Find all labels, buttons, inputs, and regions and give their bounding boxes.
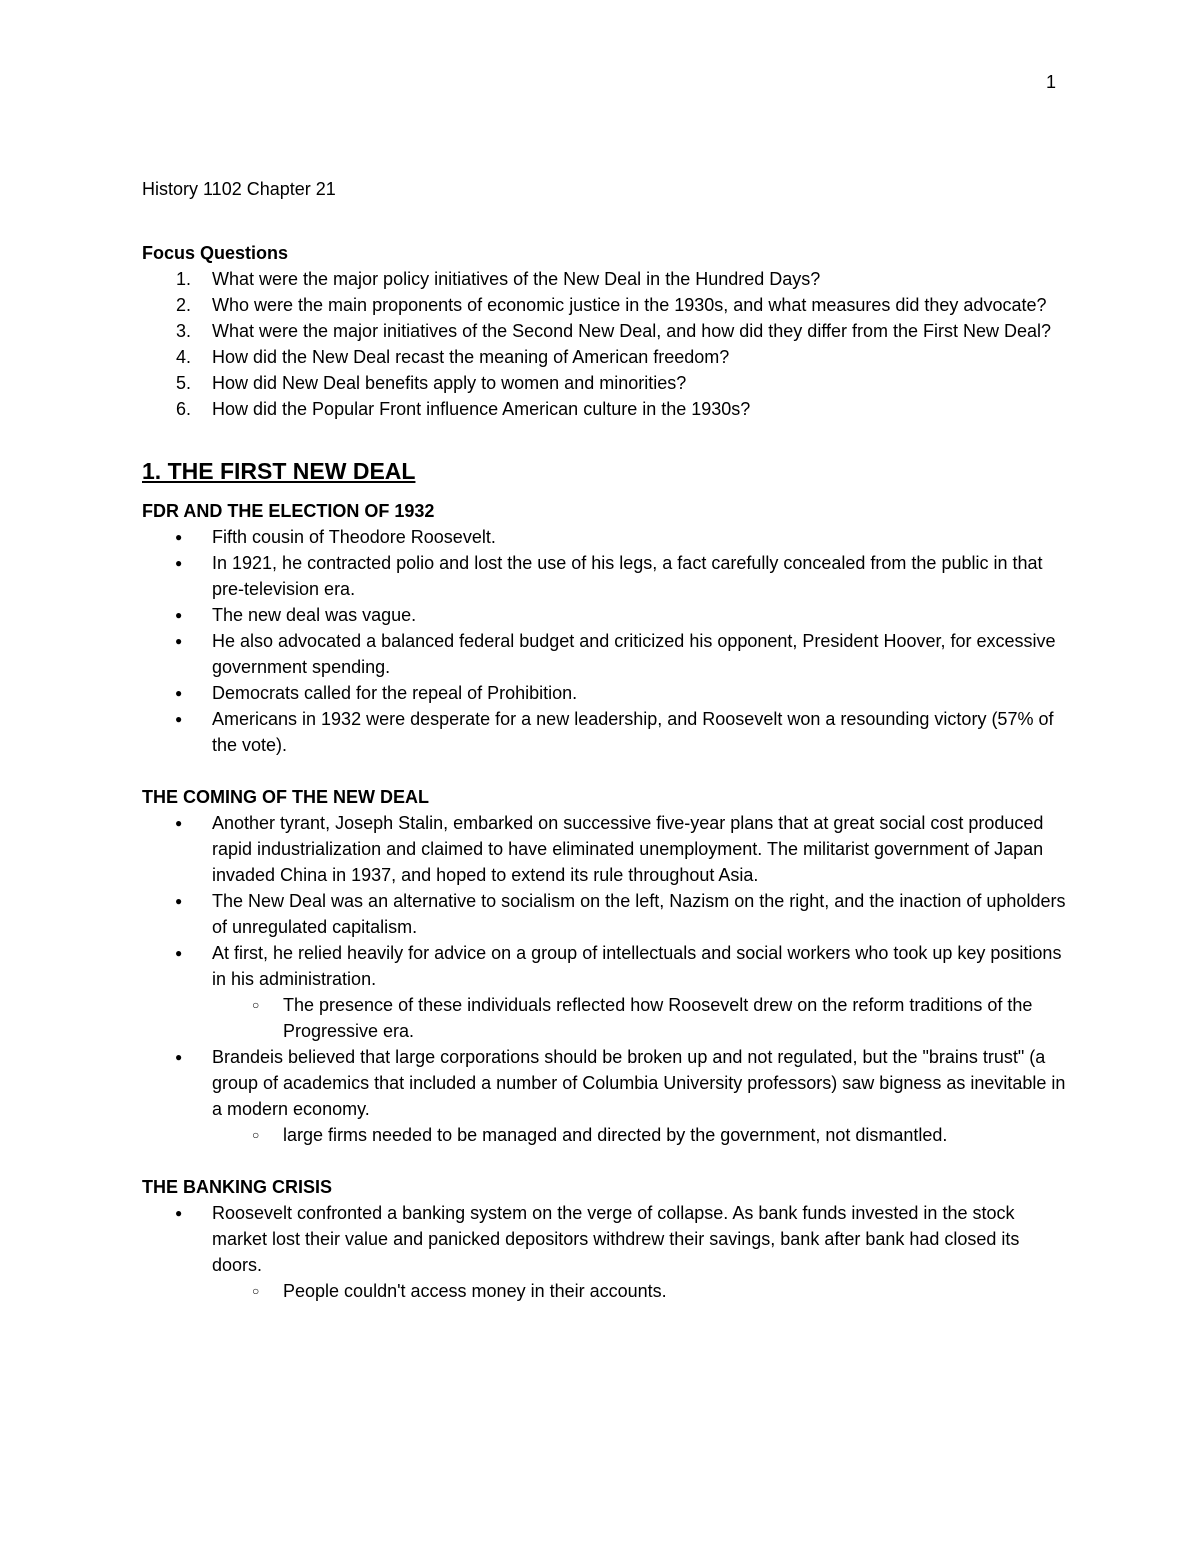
focus-question: [142, 266, 1072, 292]
bullet-item: [142, 602, 1072, 628]
bullet-text: Democrats called for the repeal of Prohibition.: [212, 683, 578, 703]
bullet-item: [142, 628, 1072, 680]
bullet-list: [142, 810, 1072, 1148]
bullet-icon: ●: [175, 712, 183, 726]
focus-questions-list: [142, 266, 1072, 422]
sub-bullet-list: [212, 1278, 1072, 1304]
bullet-text: The new deal was vague.: [212, 605, 417, 625]
question-text: What were the major policy initiatives of the New Deal in the Hundred Days?: [212, 269, 821, 289]
question-text: How did New Deal benefits apply to women and minorities?: [212, 373, 687, 393]
hollow-bullet-icon: ○: [252, 1284, 260, 1298]
bullet-text: Americans in 1932 were desperate for a new leadership, and Roosevelt won a resounding victory (57% of the vote).: [212, 709, 1054, 755]
bullet-icon: ●: [175, 1050, 183, 1064]
question-number: 5.: [176, 373, 192, 393]
sub-bullet-list: [212, 992, 1072, 1044]
sub-bullet-text: The presence of these individuals reflected how Roosevelt drew on the reform traditions of the Progressive era.: [283, 995, 1033, 1041]
question-text: How did the New Deal recast the meaning of American freedom?: [212, 347, 730, 367]
question-text: How did the Popular Front influence American culture in the 1930s?: [212, 399, 751, 419]
bullet-item: [142, 940, 1072, 1044]
bullet-text: He also advocated a balanced federal budget and criticized his opponent, President Hoover, for excessive government spending.: [212, 631, 1056, 677]
bullet-text: Fifth cousin of Theodore Roosevelt.: [212, 527, 496, 547]
question-text: What were the major initiatives of the Second New Deal, and how did they differ from the First New Deal?: [212, 321, 1052, 341]
sub-bullet-text: People couldn't access money in their accounts.: [283, 1281, 667, 1301]
sub-bullet-item: [142, 992, 1072, 1044]
sub-bullet-item: [142, 1122, 1072, 1148]
bullet-text: At first, he relied heavily for advice on a group of intellectuals and social workers who took up key positions in his administration.: [212, 943, 1062, 989]
bullet-icon: ●: [175, 1206, 183, 1220]
focus-question: [142, 318, 1072, 344]
focus-question: [142, 292, 1072, 318]
section-title: 1. THE FIRST NEW DEAL: [142, 458, 416, 484]
bullet-item: [142, 1044, 1072, 1148]
subsection-heading: THE BANKING CRISIS: [142, 1177, 333, 1197]
subsection-heading: THE COMING OF THE NEW DEAL: [142, 787, 429, 807]
hollow-bullet-icon: ○: [252, 1128, 260, 1142]
question-number: 6.: [176, 399, 192, 419]
bullet-text: Brandeis believed that large corporations should be broken up and not regulated, but the "brains trust" (a group of academics that included a number of Columbia University professors) saw bigness as inevitable in a modern economy.: [212, 1047, 1066, 1119]
bullet-icon: ●: [175, 530, 183, 544]
bullet-icon: ●: [175, 608, 183, 622]
bullet-icon: ●: [175, 894, 183, 908]
sub-bullet-item: [142, 1278, 1072, 1304]
sub-bullet-list: [212, 1122, 1072, 1148]
bullet-icon: ●: [175, 816, 183, 830]
question-number: 4.: [176, 347, 192, 367]
hollow-bullet-icon: ○: [252, 998, 260, 1012]
question-number: 3.: [176, 321, 192, 341]
bullet-item: [142, 810, 1072, 888]
document-title: History 1102 Chapter 21: [142, 179, 336, 199]
bullet-item: [142, 550, 1072, 602]
subsection-heading: FDR AND THE ELECTION OF 1932: [142, 501, 435, 521]
bullet-item: [142, 706, 1072, 758]
focus-question: [142, 344, 1072, 370]
bullet-text: Roosevelt confronted a banking system on the verge of collapse. As bank funds invested in the stock market lost their value and panicked depositors withdrew their savings, bank after bank had closed its doors.: [212, 1203, 1020, 1275]
bullet-item: [142, 1200, 1072, 1304]
bullet-item: [142, 680, 1072, 706]
focus-questions-heading: Focus Questions: [142, 243, 289, 263]
question-text: Who were the main proponents of economic justice in the 1930s, and what measures did they advocate?: [212, 295, 1047, 315]
document-body: [142, 176, 1072, 1304]
bullet-icon: ●: [175, 634, 183, 648]
focus-question: [142, 396, 1072, 422]
bullet-list: [142, 1200, 1072, 1304]
focus-question: [142, 370, 1072, 396]
bullet-item: [142, 524, 1072, 550]
page-number: 1: [1046, 72, 1057, 92]
bullet-list: [142, 524, 1072, 758]
bullet-icon: ●: [175, 556, 183, 570]
bullet-icon: ●: [175, 686, 183, 700]
bullet-icon: ●: [175, 946, 183, 960]
question-number: 2.: [176, 295, 192, 315]
bullet-text: The New Deal was an alternative to socialism on the left, Nazism on the right, and the inaction of upholders of unregulated capitalism.: [212, 891, 1066, 937]
question-number: 1.: [176, 269, 192, 289]
bullet-item: [142, 888, 1072, 940]
bullet-text: Another tyrant, Joseph Stalin, embarked on successive five-year plans that at great social cost produced rapid industrialization and claimed to have eliminated unemployment. The militarist government of Japan invaded China in 1937, and hoped to extend its rule throughout Asia.: [212, 813, 1044, 885]
bullet-text: In 1921, he contracted polio and lost the use of his legs, a fact carefully concealed from the public in that pre-television era.: [212, 553, 1043, 599]
sub-bullet-text: large firms needed to be managed and directed by the government, not dismantled.: [283, 1125, 948, 1145]
